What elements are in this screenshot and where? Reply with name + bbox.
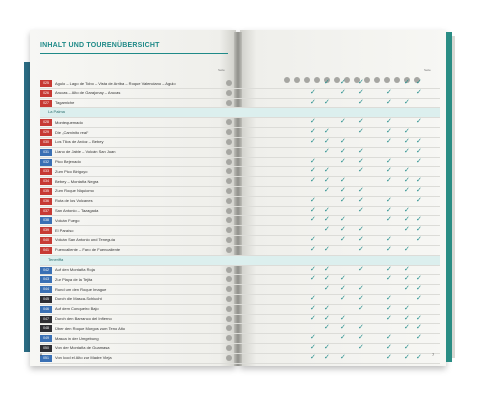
checkmark-icon: ✓ [416, 147, 422, 155]
tour-number-badge: 050 [40, 345, 52, 352]
checkmark-icon: ✓ [310, 216, 316, 224]
checkmark-icon: ✓ [324, 147, 330, 155]
checkmark-icon: ✓ [358, 186, 364, 194]
checkmark-icon: ✓ [358, 167, 364, 175]
checkmark-icon: ✓ [324, 186, 330, 194]
difficulty-icon [226, 149, 232, 155]
tour-name: El Paraíso [55, 227, 74, 233]
checkmark-icon: ✓ [386, 235, 392, 243]
tour-name: Llano de Jable – Volcán San Juan [55, 149, 116, 155]
checkmark-icon: ✓ [416, 196, 422, 204]
checkmark-icon: ✓ [358, 235, 364, 243]
difficulty-icon [226, 306, 232, 312]
checkmark-icon: ✓ [404, 314, 410, 322]
tour-number-badge: 040 [40, 237, 52, 244]
checkmark-icon: ✓ [386, 304, 392, 312]
checkmark-icon: ✓ [386, 88, 392, 96]
checkmark-icon: ✓ [324, 343, 330, 351]
tour-name: Durch die Masca-Schlucht [55, 296, 102, 302]
checkmark-icon: ✓ [404, 177, 410, 185]
checkmark-icon: ✓ [310, 294, 316, 302]
tour-name: Von Icod el Alto zur Madre Vieja [55, 355, 112, 361]
checkmark-icon: ✓ [404, 137, 410, 145]
tour-name: Los Tilos de Ardoz – Bebey [55, 139, 104, 145]
checkmark-icon: ✓ [340, 235, 346, 243]
tour-row [40, 167, 440, 177]
tour-number-badge: 027 [40, 100, 52, 107]
page-number-left: 6 [40, 352, 43, 357]
checkmark-icon: ✓ [386, 265, 392, 273]
checkmark-icon: ✓ [358, 294, 364, 302]
title-underline [40, 53, 228, 54]
difficulty-icon [226, 90, 232, 96]
tour-name: Auf dem Conqueiro Bajo [55, 306, 99, 312]
tour-number-badge: 048 [40, 325, 52, 332]
tour-name: Zum Pico Birigoyo [55, 168, 88, 174]
checkmark-icon: ✓ [404, 128, 410, 136]
checkmark-icon: ✓ [404, 324, 410, 332]
checkmark-icon: ✓ [358, 304, 364, 312]
page-stack-edge [452, 36, 455, 358]
checkmark-icon: ✓ [416, 216, 422, 224]
checkmark-icon: ✓ [324, 177, 330, 185]
checkmark-icon: ✓ [340, 196, 346, 204]
checkmark-icon: ✓ [386, 167, 392, 175]
tour-number-badge: 026 [40, 90, 52, 97]
checkmark-icon: ✓ [310, 314, 316, 322]
checkmark-icon: ✓ [416, 285, 422, 293]
checkmark-icon: ✓ [358, 79, 364, 86]
tour-name: San Antonio – Tazagada [55, 208, 99, 214]
tour-name: Ruta de los Volcanes [55, 198, 93, 204]
checkmark-icon: ✓ [324, 216, 330, 224]
tour-row [40, 305, 440, 315]
tour-number-badge: 049 [40, 335, 52, 342]
tour-number-badge: 031 [40, 149, 52, 156]
checkmark-icon: ✓ [324, 275, 330, 283]
tour-name: Zum Roque Niquiomo [55, 188, 94, 194]
tour-name: Pico Bejenado [55, 159, 81, 165]
checkmark-icon: ✓ [310, 118, 316, 126]
checkmark-icon: ✓ [310, 196, 316, 204]
checkmark-icon: ✓ [340, 147, 346, 155]
checkmark-icon: ✓ [404, 216, 410, 224]
checkmark-icon: ✓ [358, 118, 364, 126]
difficulty-icon [226, 247, 232, 253]
checkmark-icon: ✓ [340, 314, 346, 322]
checkmark-icon: ✓ [310, 334, 316, 342]
checkmark-icon: ✓ [340, 79, 346, 86]
checkmark-icon: ✓ [416, 88, 422, 96]
checkmark-icon: ✓ [404, 343, 410, 351]
checkmark-icon: ✓ [386, 98, 392, 106]
tour-number-badge: 039 [40, 227, 52, 234]
tour-row [40, 354, 440, 364]
tour-row [40, 158, 440, 168]
checkmark-icon: ✓ [404, 167, 410, 175]
checkmark-icon: ✓ [310, 353, 316, 361]
difficulty-icon [226, 119, 232, 125]
page-title: INHALT UND TOURENÜBERSICHT [40, 42, 160, 49]
checkmark-icon: ✓ [310, 245, 316, 253]
tour-name: Von der Montaña de Guamasa [55, 345, 110, 351]
tour-name: Volcán San Antonio und Teneguía [55, 237, 115, 243]
tour-row [40, 275, 440, 285]
checkmark-icon: ✓ [416, 314, 422, 322]
checkmark-icon: ✓ [358, 343, 364, 351]
checkmark-icon: ✓ [386, 343, 392, 351]
tour-name: Auf den Montaña Roja [55, 267, 95, 273]
checkmark-icon: ✓ [340, 324, 346, 332]
difficulty-icon [226, 139, 232, 145]
checkmark-icon: ✓ [340, 226, 346, 234]
tour-row [40, 216, 440, 226]
checkmark-icon: ✓ [310, 304, 316, 312]
difficulty-icon [226, 296, 232, 302]
checkmark-icon: ✓ [324, 304, 330, 312]
tour-name: Arucas – Alto de Garajonay – Arucas [55, 90, 121, 96]
checkmark-icon: ✓ [324, 353, 330, 361]
section-title: La Palma [48, 109, 65, 115]
checkmark-icon: ✓ [416, 157, 422, 165]
page-column-header-left: Seite [218, 68, 225, 72]
page-number-right: 7 [432, 352, 435, 357]
difficulty-icon [226, 286, 232, 292]
tour-number-badge: 051 [40, 355, 52, 362]
checkmark-icon: ✓ [404, 285, 410, 293]
tour-row [40, 344, 440, 354]
section-title: Teneriffa [48, 256, 64, 262]
difficulty-icon [226, 100, 232, 106]
checkmark-icon: ✓ [324, 167, 330, 175]
checkmark-icon: ✓ [416, 353, 422, 361]
checkmark-icon: ✓ [324, 324, 330, 332]
checkmark-icon: ✓ [310, 265, 316, 273]
difficulty-icon [226, 198, 232, 204]
difficulty-icon [226, 335, 232, 341]
checkmark-icon: ✓ [404, 186, 410, 194]
tour-number-badge: 042 [40, 267, 52, 274]
checkmark-icon: ✓ [358, 265, 364, 273]
tour-name: Rund um den Roque Imague [55, 286, 107, 292]
checkmark-icon: ✓ [340, 177, 346, 185]
tour-name: Die „Caminito real“ [55, 129, 89, 135]
tour-name: Fuencaliente – Faro de Fuencaliente [55, 247, 121, 253]
checkmark-icon: ✓ [386, 177, 392, 185]
tour-name: Masca in der Umgebung [55, 335, 99, 341]
checkmark-icon: ✓ [416, 275, 422, 283]
tour-row [40, 315, 440, 325]
checkmark-icon: ✓ [358, 157, 364, 165]
checkmark-icon: ✓ [386, 353, 392, 361]
checkmark-icon: ✓ [324, 79, 330, 86]
difficulty-icon [226, 355, 232, 361]
checkmark-icon: ✓ [386, 334, 392, 342]
difficulty-icon [226, 159, 232, 165]
tour-row [40, 246, 440, 256]
checkmark-icon: ✓ [416, 324, 422, 332]
tour-number-badge: 047 [40, 316, 52, 323]
checkmark-icon: ✓ [386, 216, 392, 224]
tour-row [40, 138, 440, 148]
checkmark-icon: ✓ [386, 137, 392, 145]
checkmark-icon: ✓ [310, 275, 316, 283]
checkmark-icon: ✓ [358, 128, 364, 136]
tour-number-badge: 044 [40, 286, 52, 293]
tour-row [40, 89, 440, 99]
tour-row [40, 295, 440, 305]
tour-row [40, 148, 440, 158]
tour-row [40, 128, 440, 138]
tour-name: Tagamiche [55, 100, 75, 106]
tour-number-badge: 030 [40, 139, 52, 146]
tour-row [40, 177, 440, 187]
checkmark-icon: ✓ [358, 226, 364, 234]
checkmark-icon: ✓ [416, 186, 422, 194]
tour-name: Bebey – Montaña Negra [55, 178, 99, 184]
tour-row [40, 324, 440, 334]
difficulty-icon [226, 129, 232, 135]
tour-row [40, 99, 440, 109]
checkmark-icon: ✓ [324, 128, 330, 136]
checkmark-icon: ✓ [358, 88, 364, 96]
tour-number-badge: 046 [40, 306, 52, 313]
checkmark-icon: ✓ [386, 206, 392, 214]
checkmark-icon: ✓ [404, 275, 410, 283]
tour-number-badge: 041 [40, 247, 52, 254]
tour-row [40, 236, 440, 246]
checkmark-icon: ✓ [358, 334, 364, 342]
checkmark-icon: ✓ [324, 265, 330, 273]
checkmark-icon: ✓ [386, 157, 392, 165]
checkmark-icon: ✓ [324, 206, 330, 214]
checkmark-icon: ✓ [324, 98, 330, 106]
checkmark-icon: ✓ [310, 88, 316, 96]
difficulty-icon [226, 168, 232, 174]
checkmark-icon: ✓ [404, 147, 410, 155]
tour-number-badge: 029 [40, 129, 52, 136]
difficulty-icon [226, 208, 232, 214]
checkmark-icon: ✓ [340, 137, 346, 145]
checkmark-icon: ✓ [416, 79, 422, 86]
difficulty-icon [226, 345, 232, 351]
checkmark-icon: ✓ [416, 294, 422, 302]
checkmark-icon: ✓ [310, 177, 316, 185]
tour-name: Durch den Barranco del Infierno [55, 316, 112, 322]
checkmark-icon: ✓ [404, 226, 410, 234]
checkmark-icon: ✓ [416, 235, 422, 243]
checkmark-icon: ✓ [404, 304, 410, 312]
checkmark-icon: ✓ [340, 334, 346, 342]
checkmark-icon: ✓ [386, 314, 392, 322]
tour-number-badge: 032 [40, 159, 52, 166]
tour-name: Agulo – Lago de Tobo – Vista de Arriba – Roque Valenciano – Agulo [55, 80, 176, 86]
checkmark-icon: ✓ [340, 353, 346, 361]
checkmark-icon: ✓ [324, 314, 330, 322]
checkmark-icon: ✓ [416, 137, 422, 145]
difficulty-icon [226, 217, 232, 223]
tour-row [40, 79, 440, 89]
difficulty-icon [226, 178, 232, 184]
tour-number-badge: 028 [40, 119, 52, 126]
checkmark-icon: ✓ [404, 265, 410, 273]
checkmark-icon: ✓ [340, 157, 346, 165]
open-book [22, 22, 454, 370]
difficulty-icon [226, 325, 232, 331]
checkmark-icon: ✓ [324, 285, 330, 293]
checkmark-icon: ✓ [310, 128, 316, 136]
difficulty-icon [226, 267, 232, 273]
tour-row [40, 207, 440, 217]
tour-name: Über den Roque Morgos zum Teno Alto [55, 325, 125, 331]
tour-row [40, 118, 440, 128]
tour-number-badge: 025 [40, 80, 52, 87]
checkmark-icon: ✓ [416, 334, 422, 342]
checkmark-icon: ✓ [340, 285, 346, 293]
checkmark-icon: ✓ [386, 128, 392, 136]
tour-number-badge: 033 [40, 168, 52, 175]
checkmark-icon: ✓ [358, 147, 364, 155]
checkmark-icon: ✓ [386, 118, 392, 126]
checkmark-icon: ✓ [416, 226, 422, 234]
checkmark-icon: ✓ [324, 226, 330, 234]
difficulty-icon [226, 276, 232, 282]
checkmark-icon: ✓ [340, 88, 346, 96]
tour-number-badge: 043 [40, 276, 52, 283]
checkmark-icon: ✓ [404, 245, 410, 253]
checkmark-icon: ✓ [358, 285, 364, 293]
checkmark-icon: ✓ [358, 98, 364, 106]
checkmark-icon: ✓ [340, 118, 346, 126]
tour-row [40, 197, 440, 207]
checkmark-icon: ✓ [310, 167, 316, 175]
tour-table [40, 79, 440, 364]
checkmark-icon: ✓ [324, 245, 330, 253]
tour-name: Montequemado [55, 119, 83, 125]
checkmark-icon: ✓ [404, 206, 410, 214]
checkmark-icon: ✓ [416, 177, 422, 185]
checkmark-icon: ✓ [310, 206, 316, 214]
difficulty-icon [226, 227, 232, 233]
checkmark-icon: ✓ [340, 216, 346, 224]
checkmark-icon: ✓ [404, 98, 410, 106]
tour-row [40, 266, 440, 276]
tour-number-badge: 035 [40, 188, 52, 195]
checkmark-icon: ✓ [386, 245, 392, 253]
checkmark-icon: ✓ [340, 186, 346, 194]
tour-number-badge: 038 [40, 217, 52, 224]
checkmark-icon: ✓ [358, 245, 364, 253]
checkmark-icon: ✓ [310, 343, 316, 351]
section-header [40, 108, 440, 118]
checkmark-icon: ✓ [416, 118, 422, 126]
tour-number-badge: 034 [40, 178, 52, 185]
tour-number-badge: 045 [40, 296, 52, 303]
page-column-header-right: Seite [424, 68, 431, 72]
tour-row [40, 334, 440, 344]
difficulty-icon [226, 237, 232, 243]
checkmark-icon: ✓ [310, 157, 316, 165]
checkmark-icon: ✓ [324, 137, 330, 145]
checkmark-icon: ✓ [340, 294, 346, 302]
checkmark-icon: ✓ [358, 196, 364, 204]
checkmark-icon: ✓ [340, 275, 346, 283]
checkmark-icon: ✓ [386, 294, 392, 302]
checkmark-icon: ✓ [404, 79, 410, 86]
tour-number-badge: 037 [40, 208, 52, 215]
checkmark-icon: ✓ [310, 137, 316, 145]
checkmark-icon: ✓ [358, 324, 364, 332]
tour-number-badge: 036 [40, 198, 52, 205]
difficulty-icon [226, 316, 232, 322]
tour-row [40, 226, 440, 236]
checkmark-icon: ✓ [310, 98, 316, 106]
checkmark-icon: ✓ [386, 275, 392, 283]
tour-name: Volcán Fuego [55, 217, 80, 223]
checkmark-icon: ✓ [310, 235, 316, 243]
section-header [40, 256, 440, 266]
tour-name: Zur Playa de la Tejita [55, 276, 93, 282]
tour-row [40, 187, 440, 197]
difficulty-icon [226, 80, 232, 86]
checkmark-icon: ✓ [404, 353, 410, 361]
tour-row [40, 285, 440, 295]
checkmark-icon: ✓ [386, 196, 392, 204]
checkmark-icon: ✓ [358, 206, 364, 214]
difficulty-icon [226, 188, 232, 194]
